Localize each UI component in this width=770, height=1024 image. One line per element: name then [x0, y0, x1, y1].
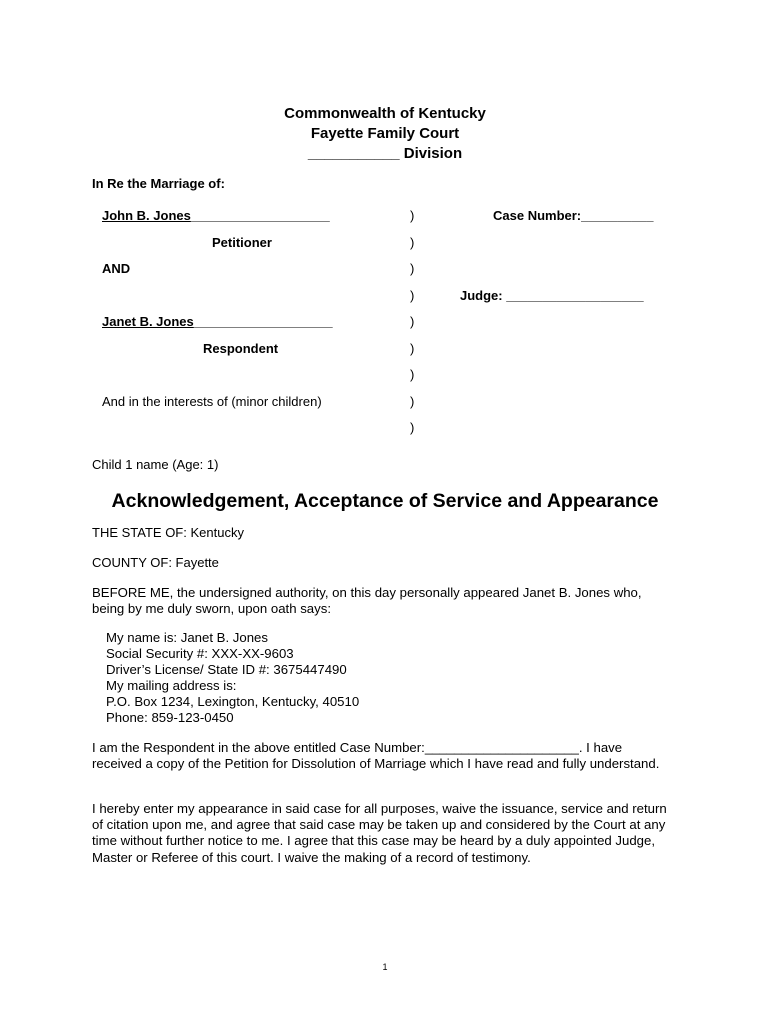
caption-paren: ) [410, 420, 415, 435]
caption-paren: ) [410, 314, 415, 329]
petitioner-label: Petitioner [212, 235, 272, 250]
affiant-address: P.O. Box 1234, Lexington, Kentucky, 40510 [106, 694, 360, 709]
caption-paren: ) [410, 367, 415, 382]
page-number: 1 [382, 962, 388, 972]
caption-paren: ) [410, 235, 415, 250]
minor-children-interests: And in the interests of (minor children) [102, 394, 322, 409]
and-label: AND [102, 261, 131, 276]
court-header-division: ___________ Division [307, 145, 463, 162]
court-header-line2: Fayette Family Court [310, 125, 460, 142]
court-header-line1: Commonwealth of Kentucky [284, 105, 486, 122]
document-title: Acknowledgement, Acceptance of Service and Appearance [111, 490, 659, 512]
caption-paren: ) [410, 288, 415, 303]
affiant-mailing-label: My mailing address is: [106, 678, 237, 693]
state-line: THE STATE OF: Kentucky [92, 525, 244, 540]
respondent-paragraph: I am the Respondent in the above entitled Case Number:_____________________. I have received a copy of the Petition for Dissolution of Marriage which I have read and fully understand. [92, 740, 660, 772]
respondent-label: Respondent [203, 341, 279, 356]
caption-paren: ) [410, 394, 415, 409]
affiant-phone: Phone: 859-123-0450 [106, 710, 234, 725]
respondent-blank: ____________________ [193, 314, 333, 329]
respondent-name-line [102, 314, 332, 329]
before-me-paragraph: BEFORE ME, the undersigned authority, on this day personally appeared Janet B. Jones who, being by me duly sworn, upon oath says: [92, 585, 642, 617]
child-name-line: Child 1 name (Age: 1) [92, 457, 219, 472]
caption-paren: ) [410, 261, 415, 276]
judge-field: Judge: ___________________ [460, 288, 644, 303]
affiant-license: Driver’s License/ State ID #: 3675447490 [106, 662, 347, 677]
caption-paren: ) [410, 341, 415, 356]
caption-paren: ) [410, 208, 415, 223]
petitioner-name-line [102, 208, 329, 223]
petitioner-blank: ____________________ [190, 208, 330, 223]
appearance-paragraph: I hereby enter my appearance in said case for all purposes, waive the issuance, service and return of citation upon me, and agree that said case may be taken up and considered by the Court at any time without further notice to me. I agree that this case may be heard by a duly appointed Judge, Master or Referee of this court. I waive the making of a record of testimony. [92, 801, 667, 865]
county-line: COUNTY OF: Fayette [92, 555, 219, 570]
respondent-name: Janet B. Jones [102, 314, 194, 329]
affiant-name: My name is: Janet B. Jones [106, 630, 268, 645]
case-number-field: Case Number:__________ [493, 208, 654, 223]
petitioner-name: John B. Jones [102, 208, 191, 223]
in-re-label: In Re the Marriage of: [92, 176, 225, 191]
affiant-ssn: Social Security #: XXX-XX-9603 [106, 646, 294, 661]
